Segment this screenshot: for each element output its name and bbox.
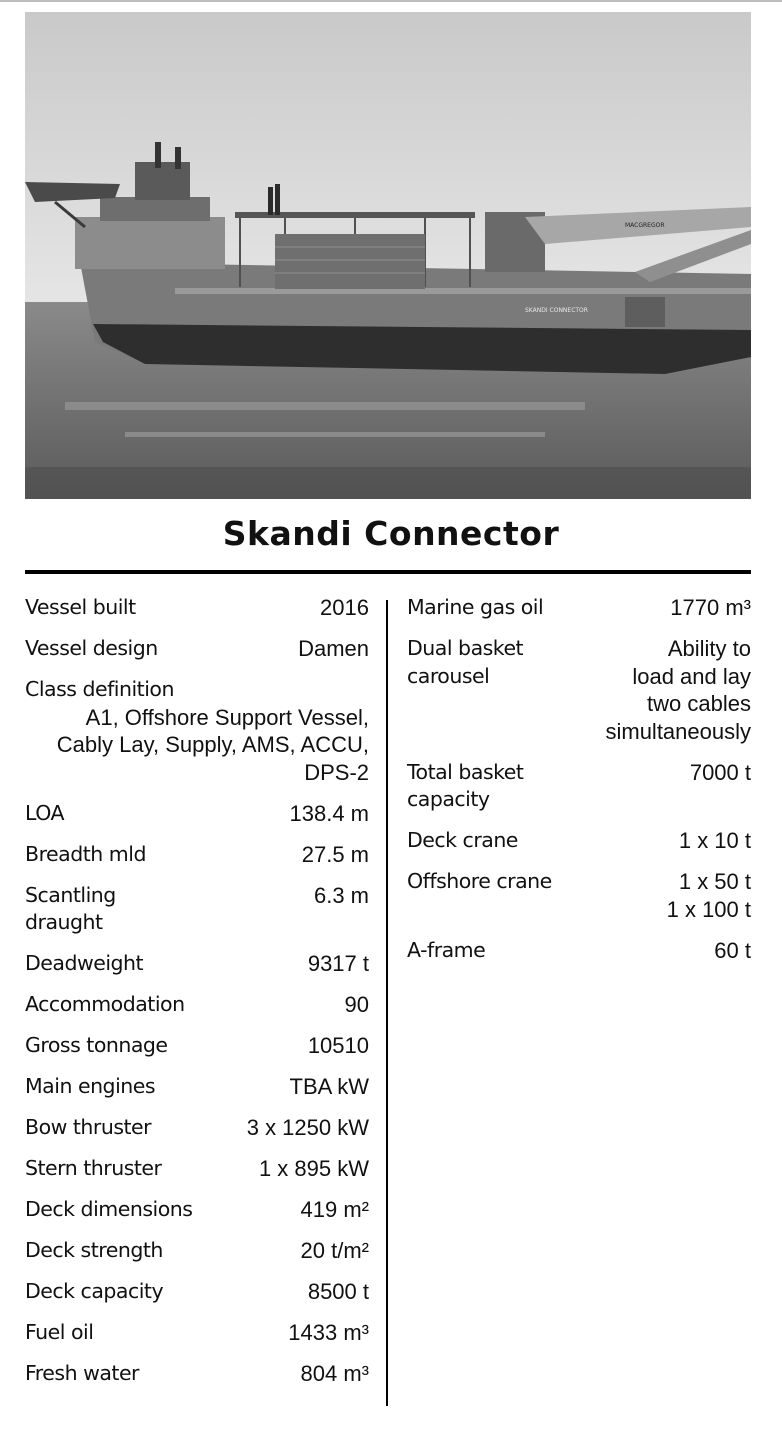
spec-label: Accommodation bbox=[25, 992, 185, 1016]
spec-value: 9317 t bbox=[307, 951, 369, 976]
spec-row bbox=[25, 1196, 369, 1224]
spec-label: Fuel oil bbox=[25, 1320, 94, 1344]
title-rule bbox=[25, 570, 751, 574]
spec-row bbox=[407, 594, 751, 622]
spec-value: 804 m³ bbox=[300, 1361, 369, 1386]
spec-value: TBA kW bbox=[289, 1074, 369, 1099]
spec-label: Deck dimensions bbox=[25, 1197, 193, 1221]
spec-row bbox=[25, 1073, 369, 1101]
vessel-photo bbox=[25, 12, 751, 499]
spec-label: A-frame bbox=[407, 937, 486, 962]
spec-label: Deadweight bbox=[25, 951, 144, 975]
spec-row bbox=[25, 1114, 369, 1142]
spec-value: 7000 t bbox=[689, 759, 751, 785]
spec-value: 20 t/m² bbox=[300, 1238, 369, 1263]
spec-row bbox=[25, 841, 369, 869]
spec-value: 1 x 50 t 1 x 100 t bbox=[666, 869, 751, 922]
spec-label: Deck capacity bbox=[25, 1279, 164, 1303]
spec-row bbox=[407, 868, 751, 923]
spec-row bbox=[25, 635, 369, 663]
spec-label: Fresh water bbox=[25, 1361, 139, 1385]
spec-value: 6.3 m bbox=[313, 882, 369, 908]
spec-row bbox=[25, 594, 369, 622]
spec-value: A1, Offshore Support Vessel, Cably Lay, Supply, AMS, ACCU, DPS-2 bbox=[56, 704, 369, 785]
spec-label: Breadth mld bbox=[25, 841, 146, 866]
spec-row bbox=[407, 827, 751, 855]
spec-row bbox=[25, 1278, 369, 1306]
spec-value: Ability to load and lay two cables simultaneously bbox=[605, 636, 751, 744]
spec-label: Total basket capacity bbox=[407, 759, 524, 811]
spec-value: 2016 bbox=[320, 595, 369, 620]
spec-row bbox=[407, 635, 751, 745]
spec-value: 1 x 895 kW bbox=[258, 1156, 369, 1181]
spec-label: Marine gas oil bbox=[407, 595, 544, 619]
spec-value: 10510 bbox=[307, 1033, 369, 1058]
spec-row bbox=[25, 991, 369, 1019]
spec-row bbox=[25, 1237, 369, 1265]
spec-row bbox=[25, 1319, 369, 1347]
specs-left-column bbox=[25, 594, 369, 1401]
spec-label: Gross tonnage bbox=[25, 1033, 168, 1057]
spec-row bbox=[25, 1032, 369, 1060]
spec-row bbox=[407, 937, 751, 965]
spec-value: 1 x 10 t bbox=[678, 828, 751, 853]
spec-label: Deck strength bbox=[25, 1238, 163, 1262]
spec-label: Vessel built bbox=[25, 595, 136, 619]
spec-row bbox=[25, 800, 369, 828]
hull-name-lettering: SKANDI CONNECTOR bbox=[525, 307, 588, 314]
spec-value: 90 bbox=[344, 992, 369, 1017]
spec-value: 419 m² bbox=[300, 1197, 369, 1222]
spec-row bbox=[25, 1155, 369, 1183]
column-divider bbox=[386, 600, 388, 1406]
spec-value: 3 x 1250 kW bbox=[246, 1115, 369, 1140]
spec-value: 8500 t bbox=[307, 1279, 369, 1304]
spec-value: 1433 m³ bbox=[288, 1320, 369, 1345]
spec-label: Vessel design bbox=[25, 636, 158, 660]
spec-row bbox=[25, 950, 369, 978]
crane-brand-lettering: MACGREGOR bbox=[625, 222, 665, 229]
specs-right-column bbox=[407, 594, 751, 978]
spec-label: Class definition bbox=[25, 677, 174, 701]
spec-label: Stern thruster bbox=[25, 1156, 162, 1180]
spec-value: Damen bbox=[298, 636, 369, 661]
spec-label: Deck crane bbox=[407, 828, 518, 852]
spec-value: 138.4 m bbox=[289, 800, 369, 826]
spec-label: Main engines bbox=[25, 1074, 156, 1098]
spec-label: Bow thruster bbox=[25, 1115, 152, 1139]
spec-value: 27.5 m bbox=[301, 841, 369, 867]
spec-label: LOA bbox=[25, 800, 64, 825]
vessel-name-title: Skandi Connector bbox=[222, 514, 560, 553]
spec-value: 60 t bbox=[714, 937, 751, 963]
spec-label: Dual basket carousel bbox=[407, 636, 524, 688]
spec-row bbox=[407, 759, 751, 814]
spec-label: Offshore crane bbox=[407, 869, 552, 893]
top-rule bbox=[0, 0, 782, 2]
spec-label: Scantling draught bbox=[25, 882, 116, 934]
spec-value: 1770 m³ bbox=[670, 595, 751, 620]
spec-row bbox=[25, 676, 369, 786]
spec-row bbox=[25, 1360, 369, 1388]
spec-row bbox=[25, 882, 369, 937]
